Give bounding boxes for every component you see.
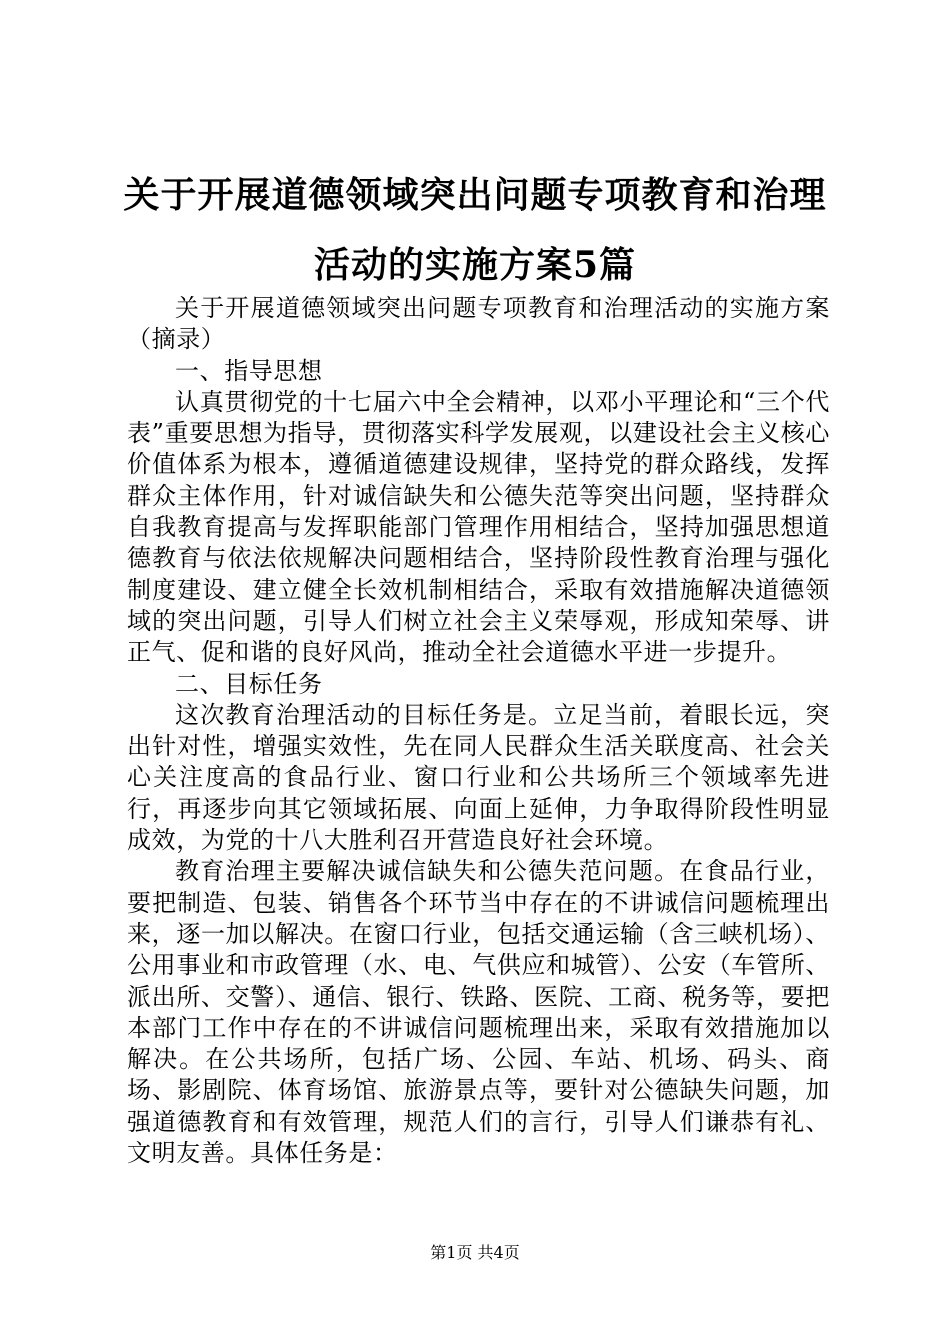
guiding-ideology-paragraph: 认真贯彻党的十七届六中全会精神，以邓小平理论和“三个代表”重要思想为指导，贯彻落实科学发展观，以建设社会主义核心价值体系为根本，遵循道德建设规律，坚持党的群众路线，发挥群众主体作用，针对诚信缺失和公德失范等突出问题，坚持群众自我教育提高与发挥职能部门管理作用相结合，坚持加强思想道德教育与依法依规解决问题相结合，坚持阶段性教育治理与强化制度建设、建立健全长效机制相结合，采取有效措施解决道德领域的突出问题，引导人们树立社会主义荣辱观，形成知荣辱、讲正气、促和谐的良好风尚，推动全社会道德水平进一步提升。 <box>127 387 830 667</box>
intro-paragraph: 关于开展道德领域突出问题专项教育和治理活动的实施方案（摘录） <box>127 294 830 354</box>
document-body <box>127 293 830 1169</box>
objectives-paragraph: 这次教育治理活动的目标任务是。立足当前，着眼长远，突出针对性，增强实效性，先在同人民群众生活关联度高、社会关心关注度高的食品行业、窗口行业和公共场所三个领域率先进行，再逐步向其它领域拓展、向面上延伸，力争取得阶段性明显成效，为党的十八大胜利召开营造良好社会环境。 <box>127 700 830 855</box>
document-title: 关于开展道德领域突出问题专项教育和治理活动的实施方案5篇 <box>123 174 827 286</box>
page-footer: 第1页 共4页 <box>430 1243 520 1262</box>
section-heading-guiding-ideology: 一、指导思想 <box>175 356 323 385</box>
governance-paragraph: 教育治理主要解决诚信缺失和公德失范问题。在食品行业，要把制造、包装、销售各个环节当中存在的不讲诚信问题梳理出来，逐一加以解决。在窗口行业，包括交通运输（含三峡机场）、公用事业和市政管理（水、电、气供应和城管）、公安（车管所、派出所、交警）、通信、银行、铁路、医院、工商、税务等，要把本部门工作中存在的不讲诚信问题梳理出来，采取有效措施加以解决。在公共场所，包括广场、公园、车站、机场、码头、商场、影剧院、体育场馆、旅游景点等，要针对公德缺失问题，加强道德教育和有效管理，规范人们的言行，引导人们谦恭有礼、文明友善。具体任务是： <box>127 857 830 1168</box>
section-heading-objectives: 二、目标任务 <box>175 669 323 698</box>
